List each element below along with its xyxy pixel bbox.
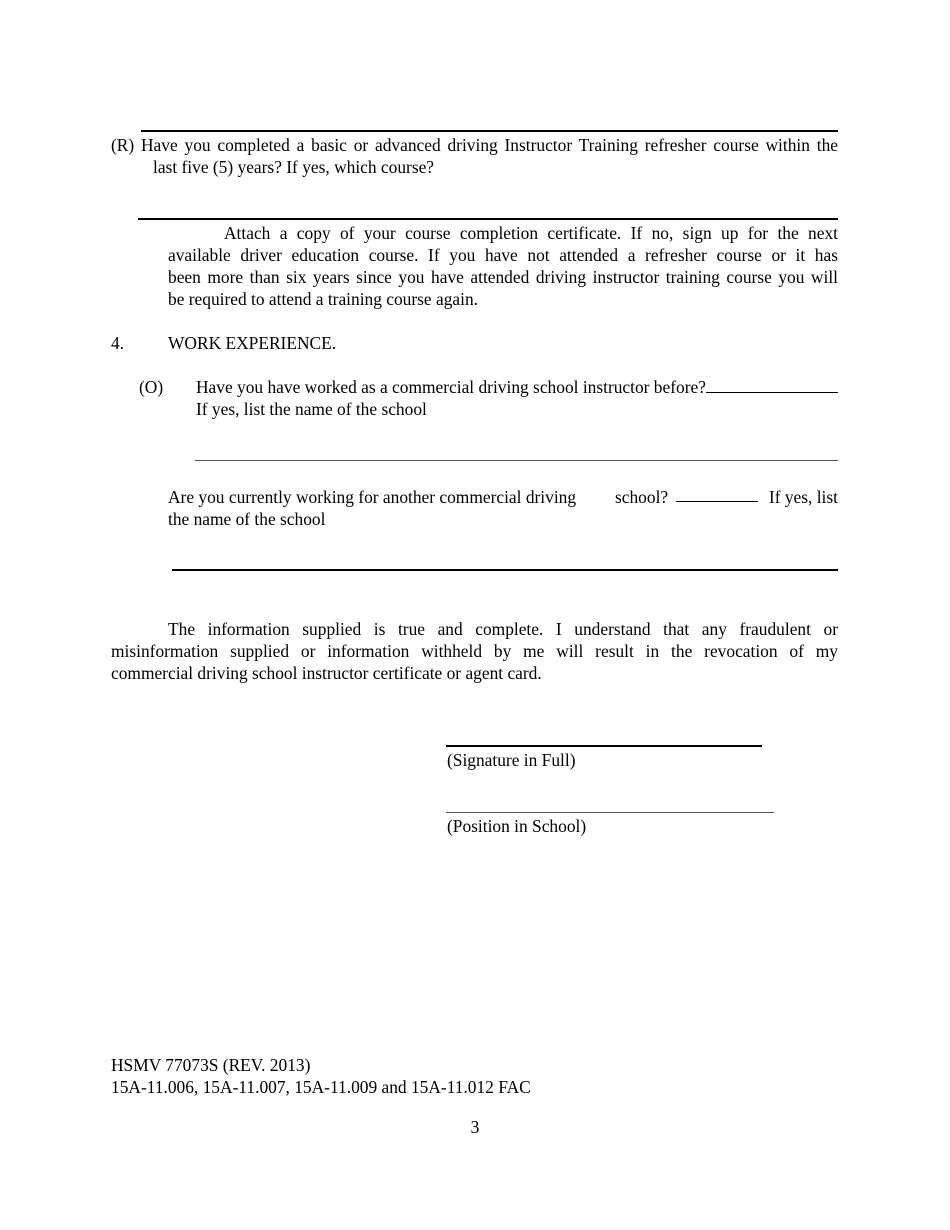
certification-line-1: The information supplied is true and complete. I understand that any fraudulent or bbox=[168, 619, 838, 639]
rules-reference: 15A-11.006, 15A-11.007, 15A-11.009 and 15A-11.012 FAC bbox=[111, 1077, 531, 1097]
currently-working-if-yes: If yes, list bbox=[768, 487, 838, 507]
position-label: (Position in School) bbox=[447, 816, 587, 836]
position-line[interactable] bbox=[446, 812, 774, 813]
previous-school-answer-line[interactable] bbox=[195, 460, 838, 461]
page-number: 3 bbox=[470, 1117, 480, 1137]
question-o-text: Have you have worked as a commercial driving school instructor before? bbox=[196, 377, 706, 397]
question-r-marker: (R) bbox=[111, 135, 135, 155]
attach-paragraph-line-4: be required to attend a training course again. bbox=[168, 289, 479, 309]
currently-working-school-word: school? bbox=[615, 487, 669, 507]
course-name-answer-line[interactable] bbox=[138, 218, 838, 220]
currently-working-line-1 bbox=[168, 486, 838, 508]
attach-paragraph-line-2: available driver education course. If you have not attended a refresher course or it has bbox=[168, 245, 838, 265]
currently-working-text: Are you currently working for another commercial driving bbox=[168, 487, 577, 507]
signature-label: (Signature in Full) bbox=[447, 750, 576, 770]
signature-line[interactable] bbox=[446, 745, 762, 747]
attach-paragraph-line-3: been more than six years since you have attended driving instructor training course you will bbox=[168, 267, 838, 287]
question-o-line-2: If yes, list the name of the school bbox=[196, 399, 427, 419]
currently-working-line-2: the name of the school bbox=[168, 509, 326, 529]
form-number: HSMV 77073S (REV. 2013) bbox=[111, 1055, 311, 1075]
question-r-line-1: Have you completed a basic or advanced driving Instructor Training refresher course within the bbox=[141, 135, 838, 155]
section-number: 4. bbox=[111, 333, 125, 353]
question-o-marker: (O) bbox=[139, 377, 164, 397]
question-r-line-2: last five (5) years? If yes, which course? bbox=[153, 157, 435, 177]
current-school-answer-line[interactable] bbox=[172, 569, 838, 571]
certification-line-3: commercial driving school instructor certificate or agent card. bbox=[111, 663, 542, 683]
worked-before-answer-blank[interactable] bbox=[706, 377, 838, 393]
attach-paragraph-line-1: Attach a copy of your course completion certificate. If no, sign up for the next bbox=[224, 223, 838, 243]
certification-line-2: misinformation supplied or information withheld by me will result in the revocation of my bbox=[111, 641, 838, 661]
currently-working-answer-blank[interactable] bbox=[676, 486, 758, 502]
course-name-top-line bbox=[141, 130, 838, 132]
question-o-line-1 bbox=[196, 376, 838, 398]
section-title: WORK EXPERIENCE. bbox=[168, 333, 337, 353]
